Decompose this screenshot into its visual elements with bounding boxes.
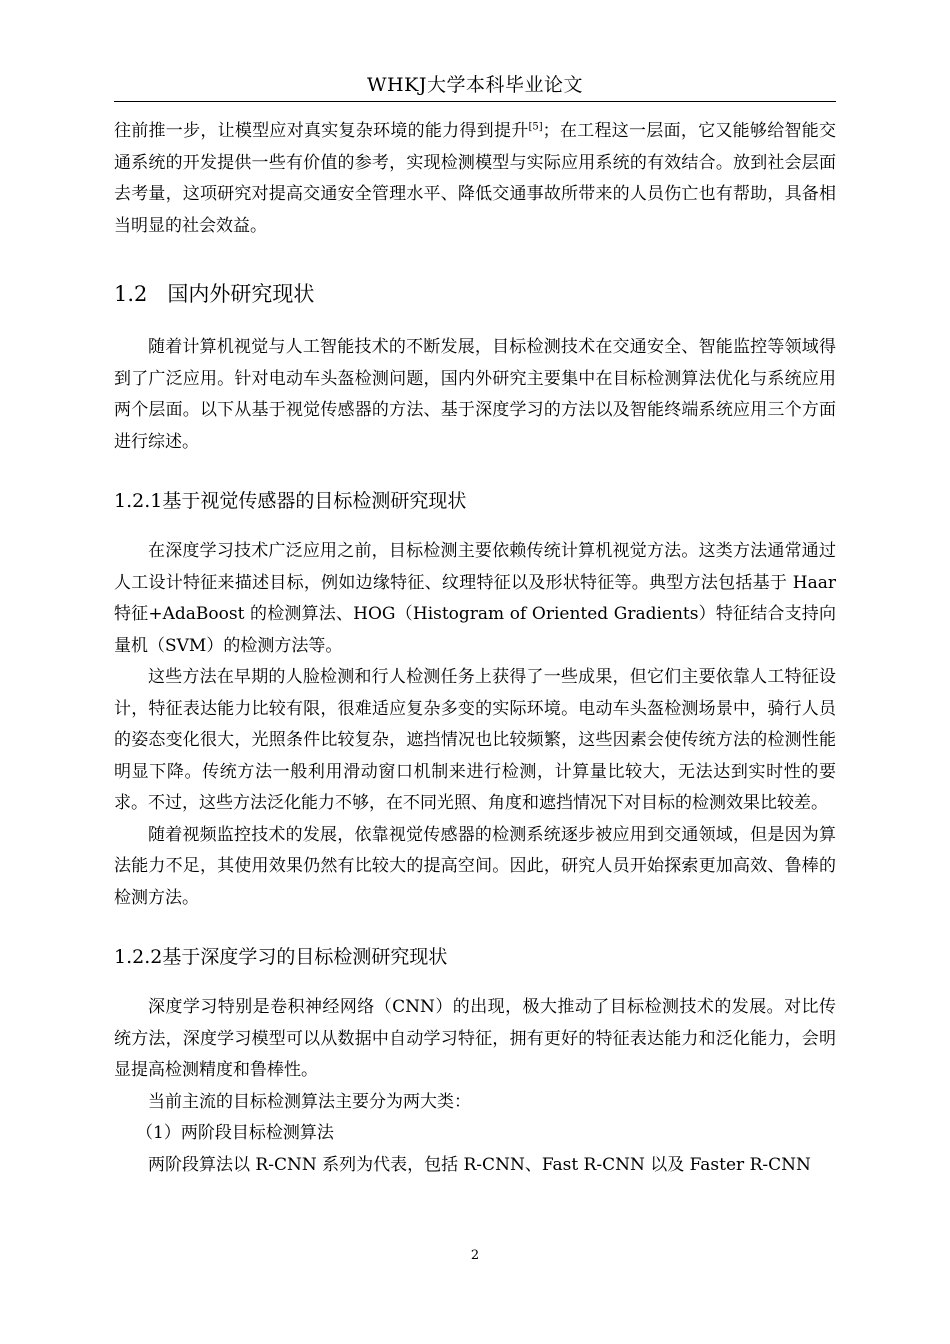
subsection-number: 1.2.2 bbox=[114, 946, 163, 968]
paragraph: 当前主流的目标检测算法主要分为两大类： bbox=[148, 1091, 471, 1112]
subsection-title: 基于视觉传感器的目标检测研究现状 bbox=[162, 490, 467, 512]
section-number: 1.2 bbox=[114, 282, 148, 306]
paragraph: 深度学习特别是卷积神经网络（CNN）的出现，极大推动了目标检测技术的发展。对比传统方法，深度学习模型可以从数据中自动学习特征，拥有更好的特征表达能力和泛化能力，会明显提高检测精度和鲁棒性。 bbox=[114, 997, 836, 1080]
section-heading-1-2 bbox=[114, 280, 836, 308]
paragraph-text: 往前推一步，让模型应对真实复杂环境的能力得到提升 bbox=[114, 121, 529, 141]
paragraph-continued bbox=[114, 116, 836, 242]
paragraph: 随着视频监控技术的发展，依靠视觉传感器的检测系统逐步被应用到交通领域，但是因为算法能力不足，其使用效果仍然有比较大的提高空间。因此，研究人员开始探索更加高效、鲁棒的检测方法。 bbox=[114, 824, 836, 908]
paragraph: 这些方法在早期的人脸检测和行人检测任务上获得了一些成果，但它们主要依靠人工特征设计，特征表达能力比较有限，很难适应复杂多变的实际环境。电动车头盔检测场景中，骑行人员的姿态变化很大，光照条件比较复杂，遮挡情况也比较频繁，这些因素会使传统方法的检测性能明显下降。传统方法一般利用滑动窗口机制来进行检测，计算量比较大，无法达到实时性的要求。不过，这些方法泛化能力不够，在不同光照、角度和遮挡情况下对目标的检测效果比较差。 bbox=[114, 667, 836, 813]
page-number: 2 bbox=[470, 1248, 480, 1263]
paragraph: 随着计算机视觉与人工智能技术的不断发展，目标检测技术在交通安全、智能监控等领域得到了广泛应用。针对电动车头盔检测问题，国内外研究主要集中在目标检测算法优化与系统应用两个层面。以下从基于视觉传感器的方法、基于深度学习的方法以及智能终端系统应用三个方面进行综述。 bbox=[114, 337, 836, 452]
subsection-heading-1-2-1 bbox=[114, 488, 836, 514]
list-item-heading: （1）两阶段目标检测算法 bbox=[136, 1123, 334, 1143]
citation-ref: [5] bbox=[528, 121, 543, 133]
paragraph: 在深度学习技术广泛应用之前，目标检测主要依赖传统计算机视觉方法。这类方法通常通过人工设计特征来描述目标，例如边缘特征、纹理特征以及形状特征等。典型方法包括基于 Haar 特征+AdaBoost 的检测算法、HOG（Histogram of Oriented Gradients）特征结合支持向量机（SVM）的检测方法等。 bbox=[114, 541, 836, 656]
paragraph: 两阶段算法以 R-CNN 系列为代表，包括 R-CNN、Fast R-CNN 以及 Faster R-CNN bbox=[148, 1154, 811, 1175]
paragraph-text-cont: ；在工程这一层面，它又能够给智能交通系统的开发提供一些有价值的参考，实现检测模型与实际应用系统的有效结合。放到社会层面去考量，这项研究对提高交通安全管理水平、降低交通事故所带来的人员伤亡也有帮助，具备相当明显的社会效益。 bbox=[114, 121, 837, 236]
header-rule bbox=[114, 101, 836, 102]
subsection-heading-1-2-2 bbox=[114, 944, 836, 970]
subsection-title: 基于深度学习的目标检测研究现状 bbox=[162, 946, 448, 968]
page-body bbox=[114, 116, 836, 1181]
section-title: 国内外研究现状 bbox=[167, 282, 315, 306]
subsection-number: 1.2.1 bbox=[114, 490, 163, 512]
running-header: WHKJ大学本科毕业论文 bbox=[367, 74, 583, 96]
